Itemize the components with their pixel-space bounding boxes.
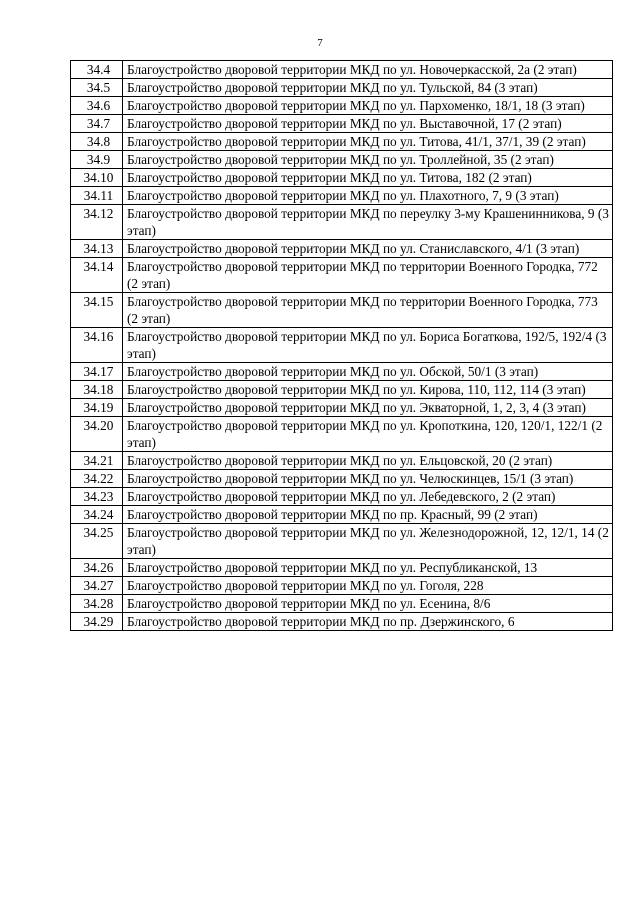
table-row <box>71 399 613 417</box>
row-description: Благоустройство дворовой территории МКД по ул. Кропоткина, 120, 120/1, 122/1 (2 этап) <box>123 417 613 452</box>
row-description: Благоустройство дворовой территории МКД по ул. Кирова, 110, 112, 114 (3 этап) <box>123 381 613 399</box>
row-description: Благоустройство дворовой территории МКД по ул. Титова, 182 (2 этап) <box>123 169 613 187</box>
row-description: Благоустройство дворовой территории МКД по пр. Красный, 99 (2 этап) <box>123 506 613 524</box>
row-number: 34.20 <box>71 417 123 452</box>
row-description: Благоустройство дворовой территории МКД по ул. Станиславского, 4/1 (3 этап) <box>123 240 613 258</box>
row-number: 34.11 <box>71 187 123 205</box>
row-description: Благоустройство дворовой территории МКД по ул. Новочеркасской, 2а (2 этап) <box>123 61 613 79</box>
table-row <box>71 169 613 187</box>
row-number: 34.29 <box>71 613 123 631</box>
row-number: 34.12 <box>71 205 123 240</box>
table-row <box>71 293 613 328</box>
table-row <box>71 115 613 133</box>
row-number: 34.14 <box>71 258 123 293</box>
table-row <box>71 79 613 97</box>
row-description: Благоустройство дворовой территории МКД по ул. Экваторной, 1, 2, 3, 4 (3 этап) <box>123 399 613 417</box>
row-number: 34.21 <box>71 452 123 470</box>
table-row <box>71 452 613 470</box>
table-row <box>71 151 613 169</box>
row-number: 34.9 <box>71 151 123 169</box>
table-row <box>71 97 613 115</box>
table-row <box>71 363 613 381</box>
table-row <box>71 205 613 240</box>
page-number: 7 <box>317 37 323 49</box>
row-description: Благоустройство дворовой территории МКД по переулку 3-му Крашенинникова, 9 (3 этап) <box>123 205 613 240</box>
row-description: Благоустройство дворовой территории МКД по ул. Пархоменко, 18/1, 18 (3 этап) <box>123 97 613 115</box>
table-row <box>71 258 613 293</box>
row-number: 34.27 <box>71 577 123 595</box>
row-description: Благоустройство дворовой территории МКД по ул. Республиканской, 13 <box>123 559 613 577</box>
row-description: Благоустройство дворовой территории МКД по территории Военного Городка, 773 (2 этап) <box>123 293 613 328</box>
row-description: Благоустройство дворовой территории МКД по ул. Ельцовской, 20 (2 этап) <box>123 452 613 470</box>
table-row <box>71 187 613 205</box>
row-description: Благоустройство дворовой территории МКД по ул. Титова, 41/1, 37/1, 39 (2 этап) <box>123 133 613 151</box>
row-number: 34.22 <box>71 470 123 488</box>
table-row <box>71 577 613 595</box>
table-row <box>71 470 613 488</box>
row-number: 34.23 <box>71 488 123 506</box>
row-number: 34.8 <box>71 133 123 151</box>
row-number: 34.16 <box>71 328 123 363</box>
table-row <box>71 595 613 613</box>
table-row <box>71 381 613 399</box>
row-description: Благоустройство дворовой территории МКД по пр. Дзержинского, 6 <box>123 613 613 631</box>
table-row <box>71 559 613 577</box>
row-number: 34.10 <box>71 169 123 187</box>
row-description: Благоустройство дворовой территории МКД по ул. Есенина, 8/6 <box>123 595 613 613</box>
row-number: 34.17 <box>71 363 123 381</box>
row-number: 34.6 <box>71 97 123 115</box>
row-description: Благоустройство дворовой территории МКД по ул. Троллейной, 35 (2 этап) <box>123 151 613 169</box>
row-description: Благоустройство дворовой территории МКД по ул. Лебедевского, 2 (2 этап) <box>123 488 613 506</box>
row-number: 34.24 <box>71 506 123 524</box>
table-row <box>71 61 613 79</box>
row-description: Благоустройство дворовой территории МКД по ул. Тульской, 84 (3 этап) <box>123 79 613 97</box>
row-number: 34.13 <box>71 240 123 258</box>
table-row <box>71 328 613 363</box>
row-number: 34.28 <box>71 595 123 613</box>
table-row <box>71 240 613 258</box>
row-description: Благоустройство дворовой территории МКД по ул. Гоголя, 228 <box>123 577 613 595</box>
works-table <box>70 60 613 631</box>
table-row <box>71 613 613 631</box>
table-body <box>71 61 613 631</box>
row-description: Благоустройство дворовой территории МКД по ул. Железнодорожной, 12, 12/1, 14 (2 этап) <box>123 524 613 559</box>
row-number: 34.15 <box>71 293 123 328</box>
table-row <box>71 133 613 151</box>
row-number: 34.5 <box>71 79 123 97</box>
row-description: Благоустройство дворовой территории МКД по ул. Выставочной, 17 (2 этап) <box>123 115 613 133</box>
row-description: Благоустройство дворовой территории МКД по ул. Плахотного, 7, 9 (3 этап) <box>123 187 613 205</box>
row-number: 34.25 <box>71 524 123 559</box>
row-description: Благоустройство дворовой территории МКД по ул. Челюскинцев, 15/1 (3 этап) <box>123 470 613 488</box>
table-row <box>71 417 613 452</box>
row-number: 34.26 <box>71 559 123 577</box>
table-row <box>71 488 613 506</box>
row-description: Благоустройство дворовой территории МКД по территории Военного Городка, 772 (2 этап) <box>123 258 613 293</box>
row-description: Благоустройство дворовой территории МКД по ул. Обской, 50/1 (3 этап) <box>123 363 613 381</box>
row-number: 34.4 <box>71 61 123 79</box>
row-description: Благоустройство дворовой территории МКД по ул. Бориса Богаткова, 192/5, 192/4 (3 этап) <box>123 328 613 363</box>
row-number: 34.7 <box>71 115 123 133</box>
table-row <box>71 506 613 524</box>
row-number: 34.19 <box>71 399 123 417</box>
row-number: 34.18 <box>71 381 123 399</box>
table-row <box>71 524 613 559</box>
